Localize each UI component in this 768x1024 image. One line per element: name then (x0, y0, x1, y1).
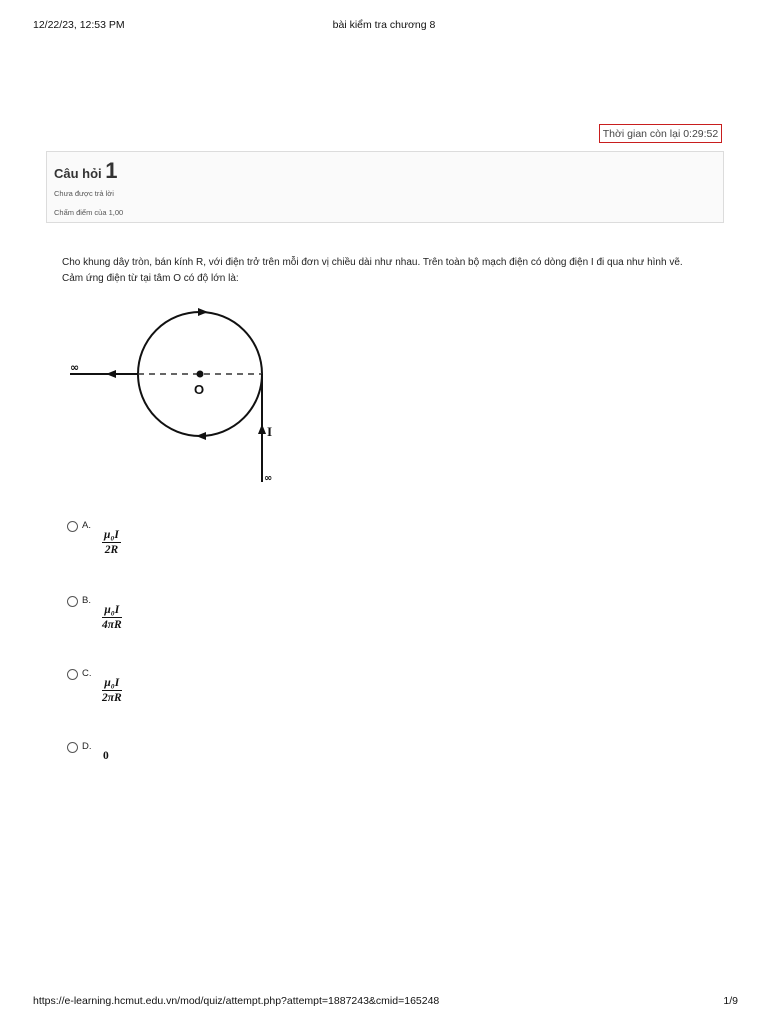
question-grade: Chấm điểm của 1,00 (54, 208, 124, 217)
print-url: https://e-learning.hcmut.edu.vn/mod/quiz/attempt.php?attempt=1887243&cmid=165248 (33, 995, 440, 1007)
answer-a-denominator: 2R (104, 544, 119, 556)
answer-c-letter: C. (82, 668, 92, 679)
answer-b-radio[interactable] (67, 596, 78, 607)
center-point (197, 371, 204, 378)
left-wire-arrow (106, 370, 116, 378)
circuit-diagram (60, 300, 290, 490)
question-state: Chưa được trả lời (54, 189, 114, 198)
answer-a-formula (102, 529, 121, 556)
center-label: O (194, 382, 205, 397)
answer-option-b[interactable] (67, 596, 267, 636)
question-number-heading (54, 158, 118, 184)
answer-option-c[interactable] (67, 669, 267, 709)
question-info-box (46, 151, 724, 223)
print-page-number: 1/9 (723, 995, 738, 1007)
answer-a-radio[interactable] (67, 521, 78, 532)
answer-option-a[interactable] (67, 521, 267, 561)
answer-b-letter: B. (82, 595, 91, 606)
answer-b-denominator: 4πR (102, 619, 122, 631)
infinity-bottom-label: ∞ (264, 473, 273, 484)
question-text-line-1: Cho khung dây tròn, bán kính R, với điện trở trên mỗi đơn vị chiều dài như nhau. Trên toàn bộ mạch điện có dòng điện I đi qua như hình vẽ. (62, 257, 683, 268)
question-text-line-2: Cảm ứng điện từ tại tâm O có độ lớn là: (62, 273, 239, 284)
answer-option-d[interactable] (67, 742, 267, 782)
question-number: 1 (105, 158, 118, 183)
print-datetime: 12/22/23, 12:53 PM (33, 19, 125, 31)
current-label: I (267, 424, 273, 439)
answer-c-formula (102, 677, 122, 704)
infinity-left-label: ∞ (70, 361, 80, 374)
question-label: Câu hỏi (54, 166, 102, 181)
circuit-figure (60, 300, 290, 490)
answer-c-radio[interactable] (67, 669, 78, 680)
answer-c-numerator: μ₀I (102, 677, 122, 691)
top-arc-arrow (198, 308, 208, 316)
time-remaining: Thời gian còn lại 0:29:52 (599, 124, 722, 143)
print-page-title: bài kiểm tra chương 8 (332, 19, 436, 31)
answer-d-value: 0 (103, 750, 109, 762)
vertical-wire-arrow (258, 424, 266, 434)
answer-b-formula (102, 604, 122, 631)
answer-a-numerator: μ₀I (104, 529, 119, 541)
answer-d-letter: D. (82, 741, 92, 752)
question-text (62, 255, 722, 287)
answer-d-radio[interactable] (67, 742, 78, 753)
bottom-arc-arrow (196, 432, 206, 440)
answer-a-letter: A. (82, 520, 91, 531)
answer-c-denominator: 2πR (102, 692, 122, 704)
answer-b-numerator: μ₀I (102, 604, 122, 618)
